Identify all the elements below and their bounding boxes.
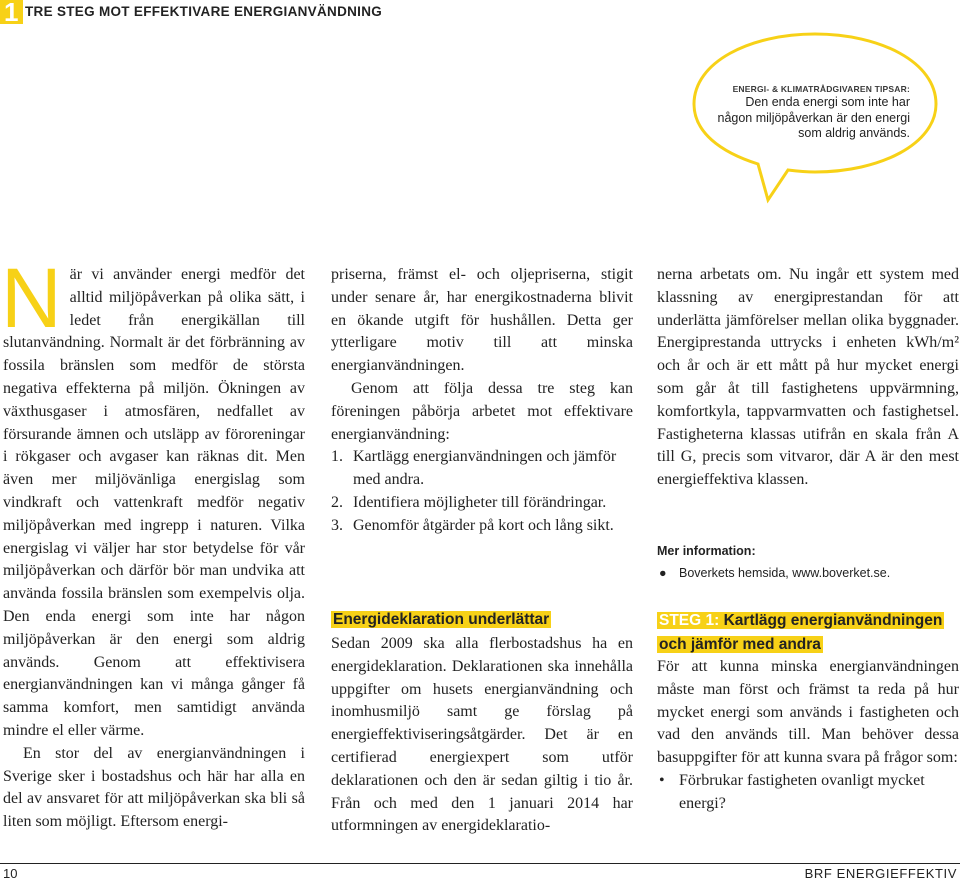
section-heading-text: Energideklaration underlättar	[333, 611, 550, 628]
list-number: 3.	[331, 516, 343, 534]
list-item-text: Förbrukar fastigheten ovanligt mycket energi?	[679, 771, 925, 812]
more-info-link-text: Boverkets hemsida, www.boverket.se.	[679, 566, 891, 580]
tip-line: någon miljöpåverkan är den energi	[717, 110, 910, 125]
column-3	[657, 264, 959, 492]
tip-line: Den enda energi som inte har	[745, 95, 910, 109]
list-item	[331, 515, 633, 538]
column-2-lower	[331, 633, 633, 838]
list-item-text: Genomför åtgärder på kort och lång sikt.	[353, 516, 614, 534]
paragraph: priserna, främst el- och oljepriserna, stigit under senare år, har energikostnaderna blivit en ökande utgift för hushållen. Detta ger ytterligare motiv till att minska energianvändningen.	[331, 266, 633, 375]
step-title: Kartlägg energianvändningen och jämför med andra	[659, 612, 943, 653]
list-item	[657, 770, 959, 816]
step-prefix: STEG 1:	[659, 612, 720, 629]
list-item	[331, 492, 633, 515]
publication-name: BRF ENERGIEFFEKTIV	[804, 866, 957, 881]
list-number: 2.	[331, 493, 343, 511]
paragraph: Sedan 2009 ska alla flerbostadshus ha en energideklaration. Deklarationen ska innehålla uppgifter om husets energianvändning och inomhusmiljö samt ge förslag på energieffektiviseringsåtgärder. Det är en certifierad energiexpert som utför deklarationen och den är sedan giltig i tio år. Från och med den 1 januari 2014 har utformningen av energideklaratio-	[331, 635, 633, 835]
drop-cap: N	[1, 251, 62, 345]
step-heading	[657, 609, 947, 657]
column-1	[1, 251, 305, 834]
chapter-marker	[0, 0, 23, 27]
more-info-item	[657, 562, 959, 584]
chapter-number: 1	[4, 0, 19, 27]
intro-text: är vi använder energi medför det alltid miljöpåverkan på olika sätt, i ledet från energikällan till slutanvändning. Normalt är det förbränning av fossila bränslen som medför de största negativa effekterna på miljön. Ökningen av växthusgaser i atmosfären, nedfallet av försurande ämnen och utsläpp av föroreningar i rökgaser och avgaser kan räknas dit. Men även mer miljövänliga energislag som vindkraft och vattenkraft medför negativ miljöpåverkan med ingrepp i naturen. Vilka energislag vi väljer har stor betydelse för vår miljöpåverkan och därför bör man undvika att använda fossila bränslen som exempelvis olja. Den enda energi som inte har någon miljöpåverkan är den energi som aldrig används. Genom att effektivisera energianvändningen kan vi många gånger få samma komfort, men samtidigt använda mindre el eller värme.	[3, 266, 305, 739]
paragraph: nerna arbetats om. Nu ingår ett system med klassning av energiprestandan för att underlätta jämförelser mellan olika byggnader. Energiprestanda uttrycks i enheten kWh/m² och år och är ett mått på hur mycket energi som går åt till fastighetens uppvärmning, komfortkyla, tappvarmvatten och fastighetsel. Fastigheterna klassas utifrån en skala från A till G, precis som vitvaror, där A är den mest energieffektiva klassen.	[657, 266, 959, 489]
list-number: 1.	[331, 448, 343, 466]
tip-box	[702, 83, 910, 142]
questions-list	[657, 770, 959, 816]
bullet-icon: •	[659, 771, 665, 789]
page-number: 10	[3, 866, 18, 881]
steps-list	[331, 446, 633, 537]
bullet-icon: ●	[659, 566, 667, 580]
step-1-section	[657, 656, 959, 816]
paragraph: Genom att följa dessa tre steg kan föreningen påbörja arbetet mot effektivare energianvändning:	[331, 379, 633, 443]
paragraph: För att kunna minska energianvändningen måste man först och främst ta reda på hur mycket energi som används i fastigheten och vad den används till. Man behöver dessa basuppgifter för att kunna svara på frågor som:	[657, 658, 959, 767]
footer-divider	[0, 863, 960, 864]
tip-label: ENERGI- & KLIMATRÅDGIVAREN TIPSAR:	[732, 84, 910, 94]
tip-line: som aldrig används.	[798, 126, 910, 140]
chapter-title: TRE STEG MOT EFFEKTIVARE ENERGIANVÄNDNING	[25, 4, 383, 19]
more-info-title: Mer information:	[657, 544, 756, 558]
section-heading	[331, 609, 631, 631]
column-2	[331, 264, 633, 538]
step-heading-text	[657, 612, 944, 653]
paragraph: En stor del av energianvändningen i Sverige sker i bostadshus och här har alla en del av ansvaret för att miljöpåverkan ska bli så liten som möjligt. Eftersom energi-	[3, 744, 305, 831]
more-info-box	[657, 540, 959, 584]
list-item-text: Kartlägg energianvändningen och jämför med andra.	[353, 448, 617, 489]
intro-paragraph	[1, 251, 305, 743]
list-item	[331, 446, 633, 492]
list-item-text: Identifiera möjligheter till förändringar.	[353, 493, 607, 511]
